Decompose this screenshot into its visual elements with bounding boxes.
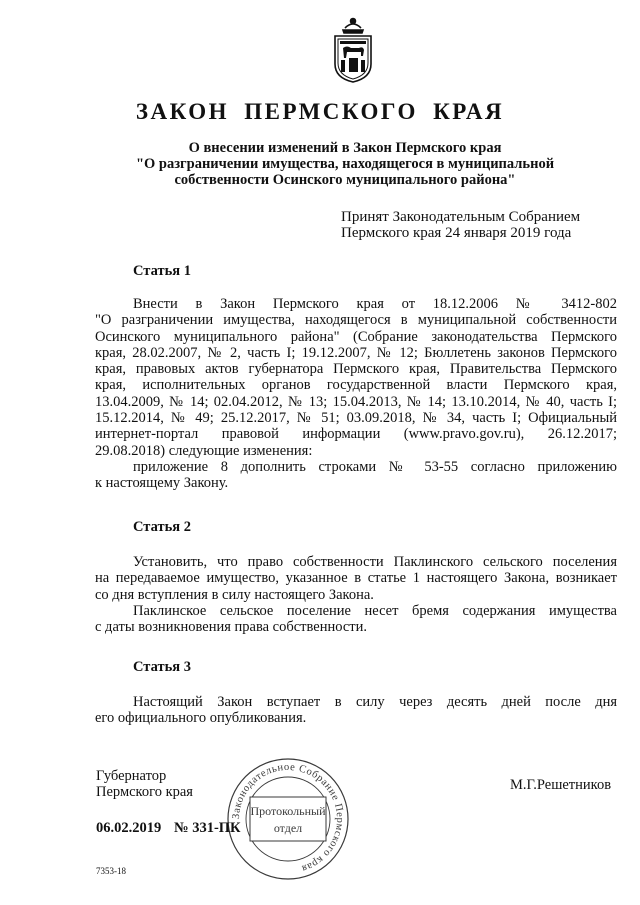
subtitle-line: "О разграничении имущества, находящегося в муниципальной xyxy=(135,156,555,172)
text-line: 29.08.2018) следующие изменения: xyxy=(95,442,313,459)
position-line: Губернатор xyxy=(96,768,167,784)
subtitle-line: О внесении изменений в Закон Пермского края xyxy=(188,140,502,156)
text-line: 15.12.2014, № 49; 25.12.2017, № 51; 03.09.2018, № 34, часть I; Официальный xyxy=(95,410,617,427)
law-number: № 331-ПК xyxy=(174,820,241,836)
article-1-heading: Статья 1 xyxy=(133,263,191,279)
adoption-line: Пермского края 24 января 2019 года xyxy=(341,225,572,241)
stamp-ring-text: Законодательное Собрание Пермского края xyxy=(230,761,346,874)
text-line: на передаваемое имущество, указанное в статье 1 настоящего Закона, возникает xyxy=(95,570,617,587)
article-3-heading: Статья 3 xyxy=(133,659,191,675)
document-title: ЗАКОН ПЕРМСКОГО КРАЯ xyxy=(135,99,505,124)
text-line: к настоящему Закону. xyxy=(95,475,229,492)
stamp-box-line: Протокольный xyxy=(250,804,326,818)
text-line: приложение 8 дополнить строками № 53-55 согласно приложению xyxy=(133,458,617,475)
signing-date: 06.02.2019 xyxy=(96,820,162,836)
text-line: его официального опубликования. xyxy=(95,710,307,727)
text-line: края, правовых актов губернатора Пермского края, Правительства Пермского xyxy=(95,361,617,378)
text-line: Внести в Закон Пермского края от 18.12.2006 № 3412-802 xyxy=(133,296,617,312)
text-line: Паклинское сельское поселение несет бремя содержания имущества xyxy=(133,602,617,619)
article-2-body xyxy=(95,554,617,635)
text-line: с даты возникновения права собственности. xyxy=(95,619,367,636)
adoption-note xyxy=(341,209,580,241)
signatory-position xyxy=(96,768,193,800)
text-line: "О разграничении имущества, находящегося в муниципальной собственности xyxy=(95,312,617,329)
article-2-heading: Статья 2 xyxy=(133,519,191,535)
subtitle-line: собственности Осинского муниципального района" xyxy=(174,172,516,188)
official-stamp xyxy=(226,757,350,881)
article-1-body xyxy=(95,296,617,492)
text-line: 13.04.2009, № 14; 02.04.2012, № 13; 15.04.2013, № 14; 13.10.2014, № 40, часть I; xyxy=(95,393,617,410)
text-line: Настоящий Закон вступает в силу через десять дней после дня xyxy=(133,694,617,710)
coat-of-arms-icon xyxy=(331,14,375,84)
text-line: Установить, что право собственности Паклинского сельского поселения xyxy=(133,554,617,570)
stamp-box-line: отдел xyxy=(273,821,303,835)
document-subtitle xyxy=(110,140,580,188)
text-line: со дня вступления в силу настоящего Закона. xyxy=(95,586,374,603)
text-line: Осинского муниципального района" (Собрание законодательства Пермского xyxy=(95,328,617,345)
text-line: интернет-портал правовой информации (www.pravo.gov.ru), 26.12.2017; xyxy=(95,426,617,443)
signatory-name: М.Г.Решетников xyxy=(510,777,612,793)
document-code: 7353-18 xyxy=(96,866,126,876)
text-line: края, исполнительных органов государственной власти Пермского края, xyxy=(95,377,617,394)
article-3-body xyxy=(95,694,617,727)
position-line: Пермского края xyxy=(96,784,193,800)
adoption-line: Принят Законодательным Собранием xyxy=(341,209,581,225)
text-line: края, 28.02.2007, № 2, часть I; 19.12.2007, № 12; Бюллетень законов Пермского xyxy=(95,344,617,361)
